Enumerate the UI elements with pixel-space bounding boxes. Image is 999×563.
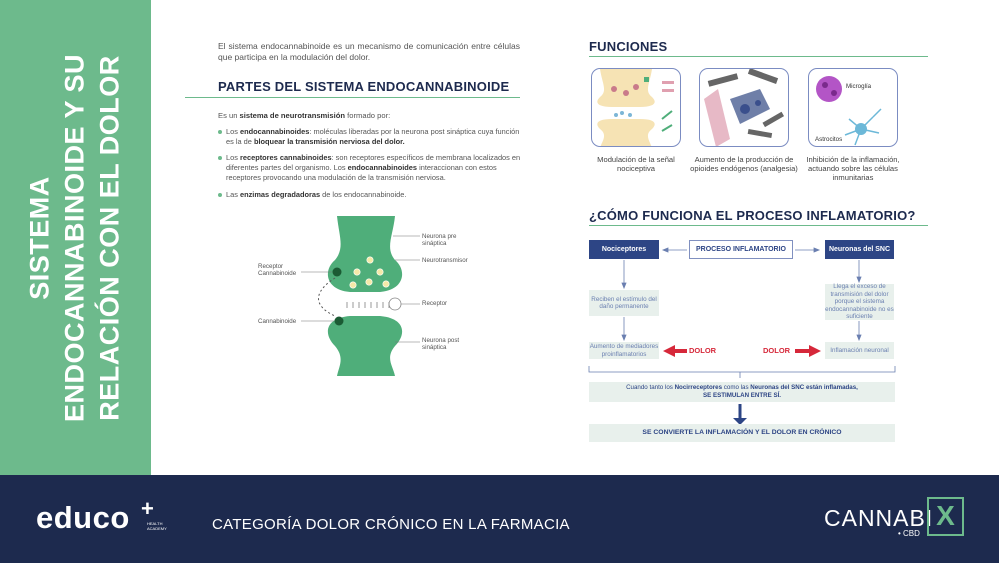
bullet-endocannabinoids: Los endocannabinoides: moléculas liberadas por la neurona post sináptica cuya función es la de bloquear la transmisión nerviosa del dolor. xyxy=(218,127,521,147)
educo-logo: educo xyxy=(36,500,130,535)
label-pre-synaptic: Neurona pre sináptica xyxy=(422,233,457,247)
process-divider xyxy=(589,225,928,226)
label-microglia: Microglía xyxy=(846,83,872,90)
parts-divider xyxy=(185,97,520,98)
dolor-left-label: DOLOR xyxy=(689,346,717,355)
mutual-stimulation-note: Cuando tanto los Nocirreceptores como las Neuronas del SNC están inflamadas, SE ESTIMULAN ENTRE SÍ. xyxy=(589,382,895,402)
label-post-synaptic: Neurona post sináptica xyxy=(422,337,460,351)
intro-paragraph: El sistema endocannabinoide es un mecanismo de comunicación entre células que participa en la modulación del dolor. xyxy=(218,41,520,62)
cannabix-cbd-label: • CBD xyxy=(898,529,920,538)
flow-connectors xyxy=(622,248,861,340)
inflammatory-process-box: PROCESO INFLAMATORIO xyxy=(689,240,793,259)
right-step-2: Inflamación neuronal xyxy=(825,342,894,359)
sidebar xyxy=(0,0,151,475)
chronic-conclusion-box: SE CONVIERTE LA INFLAMACIÓN Y EL DOLOR EN CRÓNICO xyxy=(589,424,895,442)
footer-category: CATEGORÍA DOLOR CRÓNICO EN LA FARMACIA xyxy=(212,516,570,533)
label-astrocytes: Astrocitos xyxy=(815,136,843,143)
process-flow-arrows xyxy=(585,238,900,438)
cannabinoid-receptor-dot xyxy=(333,268,342,277)
function-illustration-opioids xyxy=(699,68,789,147)
parts-lead: Es un sistema de neurotransmisión formado por: xyxy=(218,111,391,120)
sidebar-title: SISTEMA ENDOCANNABINOIDE Y SU RELACIÓN CON EL DOLOR xyxy=(24,53,125,423)
function-caption-signal: Modulación de la señal nociceptiva xyxy=(597,155,675,173)
bullet-enzymes: Las enzimas degradadoras de los endocannabinoide. xyxy=(218,190,521,200)
bullet-receptors: Los receptores cannabinoides: son receptores específicos de membrana localizados en diferentes partes del organismo. Los endocannabinoides interaccionan con estos receptores provocando una modulación de la transmisión nerviosa. xyxy=(218,153,521,182)
receptor-ticks xyxy=(347,302,389,308)
educo-subtitle: HEALTH ACADEMY xyxy=(147,521,167,531)
parts-title: PARTES DEL SISTEMA ENDOCANNABINOIDE xyxy=(218,79,510,94)
label-neurotransmitter: Neurotransmisor xyxy=(422,257,468,264)
process-title: ¿CÓMO FUNCIONA EL PROCESO INFLAMATORIO? xyxy=(589,208,916,223)
functions-title: FUNCIONES xyxy=(589,39,668,54)
receptor-highlight xyxy=(389,298,401,310)
educo-plus-icon: + xyxy=(141,496,154,521)
left-step-1: Reciben el estímulo del daño permanente xyxy=(589,290,659,316)
label-cannabinoid-receptor: Receptor Cannabinoide xyxy=(258,263,297,277)
label-receptor: Receptor xyxy=(422,300,448,307)
dolor-arrow-left xyxy=(663,345,687,357)
function-caption-immune: Inhibición de la inflamación, actuando sobre las células inmunitarias xyxy=(806,155,900,182)
nociceptive-signal-illustration xyxy=(592,69,681,147)
dolor-arrow-right xyxy=(795,345,821,357)
right-step-1: Llega el exceso de transmisión del dolor porque el sistema endocannabinoide no es suficiente xyxy=(825,283,894,321)
bullet-dot xyxy=(218,193,222,197)
cannabix-logo-text: CANNABI xyxy=(824,505,934,531)
nociceptors-box: Nociceptores xyxy=(589,240,659,259)
opioid-illustration xyxy=(700,69,789,147)
bullet-dot xyxy=(218,156,222,160)
function-caption-opioids: Aumento de la producción de opioides endógenos (analgesia) xyxy=(690,155,798,173)
dolor-right-label: DOLOR xyxy=(763,346,791,355)
left-step-2: Aumento de mediadores proinflamatorios xyxy=(589,343,659,358)
bracket-line xyxy=(589,366,895,372)
label-cannabinoid: Cannabinoide xyxy=(258,318,297,325)
dolor-arrows xyxy=(663,345,821,357)
bullet-dot xyxy=(218,130,222,134)
cannabinoid-dot xyxy=(335,317,344,326)
function-illustration-signal xyxy=(591,68,681,147)
sns-neurons-box: Neuronas del SNC xyxy=(825,240,894,259)
pre-synaptic-neuron xyxy=(328,216,402,292)
cannabix-x-mark: X xyxy=(927,497,964,536)
functions-divider xyxy=(589,56,928,57)
